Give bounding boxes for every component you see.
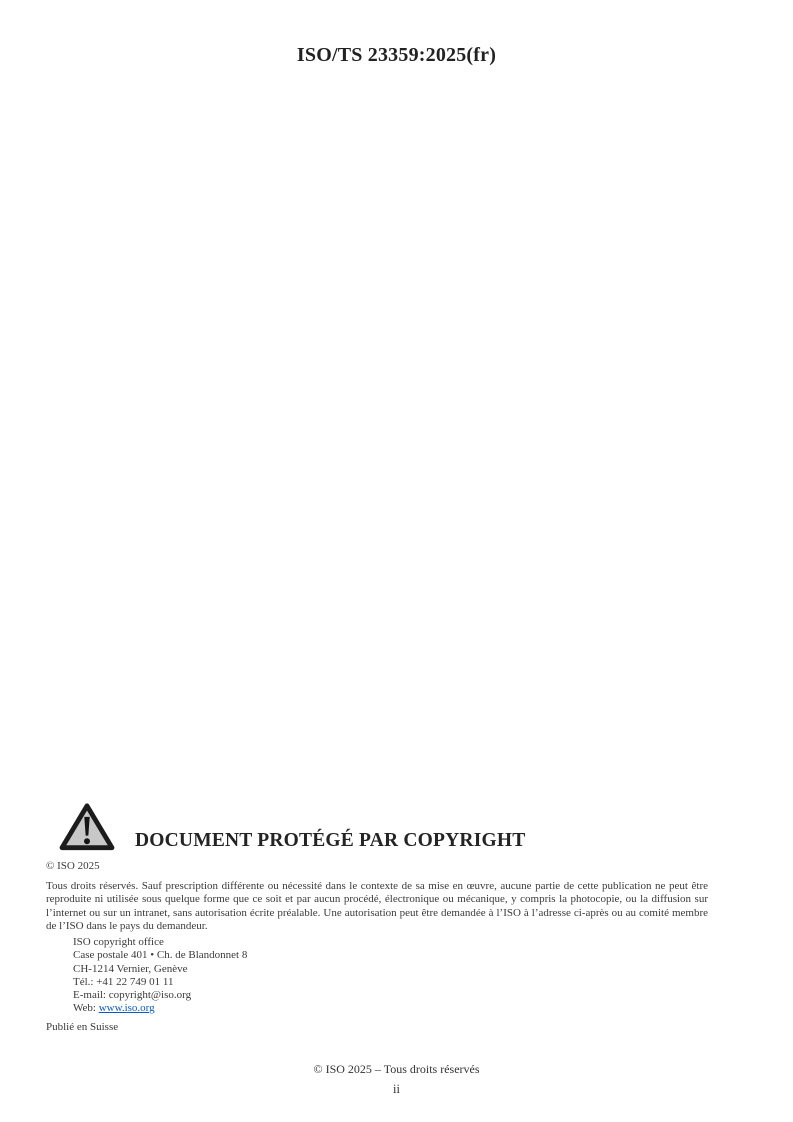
published-in-line: Publié en Suisse: [46, 1020, 119, 1033]
copyright-body-text: Tous droits réservés. Sauf prescription différente ou nécessité dans le contexte de sa mise en œuvre, aucune partie de cette publication ne peut être reproduite ni utilisée sous quelque forme que ce soit et par aucun procédé, électronique ou mécanique, y compris la photocopie, ou la diffusion sur l’internet ou sur un intranet, sans autorisation écrite préalable. Une autorisation peut être demandée à l’ISO à l’adresse ci-après ou au comité membre de l’ISO dans le pays du demandeur.: [46, 879, 708, 933]
page-footer: [0, 1062, 793, 1097]
document-title: ISO/TS 23359:2025(fr): [296, 44, 497, 66]
address-line-phone: Tél.: +41 22 749 01 11: [73, 975, 174, 988]
iso-address-block: [73, 936, 708, 1016]
copyright-banner: [58, 802, 525, 852]
web-label: Web:: [73, 1002, 96, 1015]
address-line-web: [73, 1002, 708, 1015]
copyright-banner-title: DOCUMENT PROTÉGÉ PAR COPYRIGHT: [135, 829, 526, 851]
address-line-office: ISO copyright office: [73, 935, 164, 948]
address-line-email: E-mail: copyright@iso.org: [73, 989, 192, 1002]
warning-triangle-icon: [58, 802, 116, 852]
page-number: ii: [393, 1082, 400, 1096]
copyright-notice: [46, 860, 708, 1034]
copyright-year-line: © ISO 2025: [46, 860, 100, 872]
address-line-city: CH-1214 Vernier, Genève: [73, 962, 188, 975]
address-line-postal: Case postale 401 • Ch. de Blandonnet 8: [73, 949, 248, 962]
iso-website-link[interactable]: www.iso.org: [98, 1002, 155, 1015]
footer-copyright-text: © ISO 2025 – Tous droits réservés: [313, 1062, 480, 1076]
